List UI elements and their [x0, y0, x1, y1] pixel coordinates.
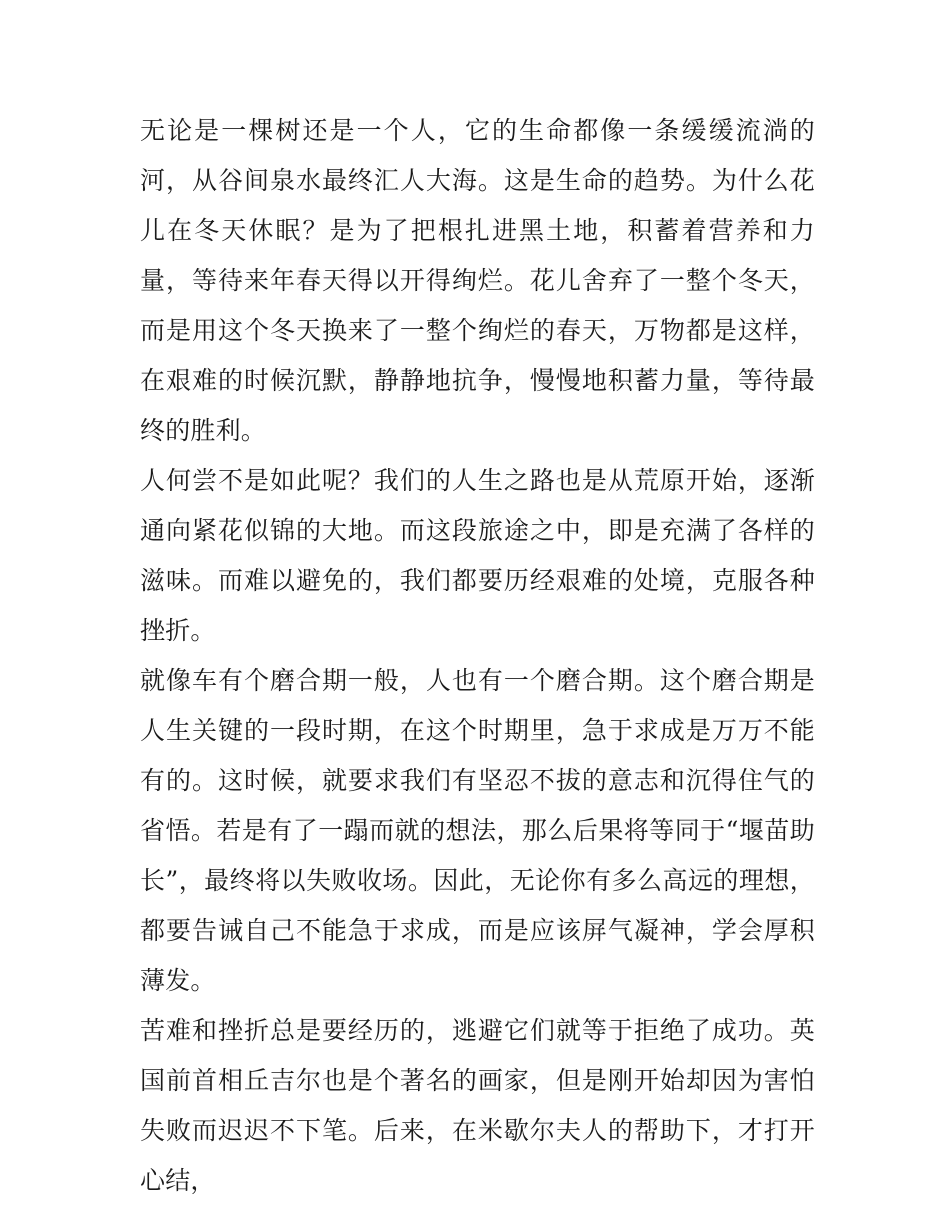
paragraph-4: 苦难和挫折总是要经历的，逃避它们就等于拒绝了成功。英国前首相丘吉尔也是个著名的画家，但是刚开始却因为害怕失败而迟迟不下笔。后来，在米歇尔夫人的帮助下，才打开心结， [140, 1016, 815, 1195]
paragraph-2: 人何尝不是如此呢？我们的人生之路也是从荒原开始，逐渐通向紧花似锦的大地。而这段旅途之中，即是充满了各样的滋味。而难以避免的，我们都要历经艰难的处境，克服各种挫折。 [140, 466, 815, 645]
paragraph-1: 无论是一棵树还是一个人，它的生命都像一条缓缓流淌的河，从谷间泉水最终汇人大海。这是生命的趋势。为什么花儿在冬天休眠？是为了把根扎进黑土地，积蓄着营养和力量，等待来年春天得以开得绚烂。花儿舍弃了一整个冬天，而是用这个冬天换来了一整个绚烂的春天，万物都是这样，在艰难的时候沉默，静静地抗争，慢慢地积蓄力量，等待最终的胜利。 [140, 116, 815, 445]
paragraph-3: 就像车有个磨合期一般，人也有一个磨合期。这个磨合期是人生关键的一段时期，在这个时期里，急于求成是万万不能有的。这时候，就要求我们有坚忍不拔的意志和沉得住气的省悟。若是有了一蹋而就的想法，那么后果将等同于“堰苗助长”，最终将以失败收场。因此，无论你有多么高远的理想，都要告诫自己不能急于求成，而是应该屏气凝神，学会厚积薄发。 [140, 666, 815, 995]
document-body [140, 106, 815, 1206]
